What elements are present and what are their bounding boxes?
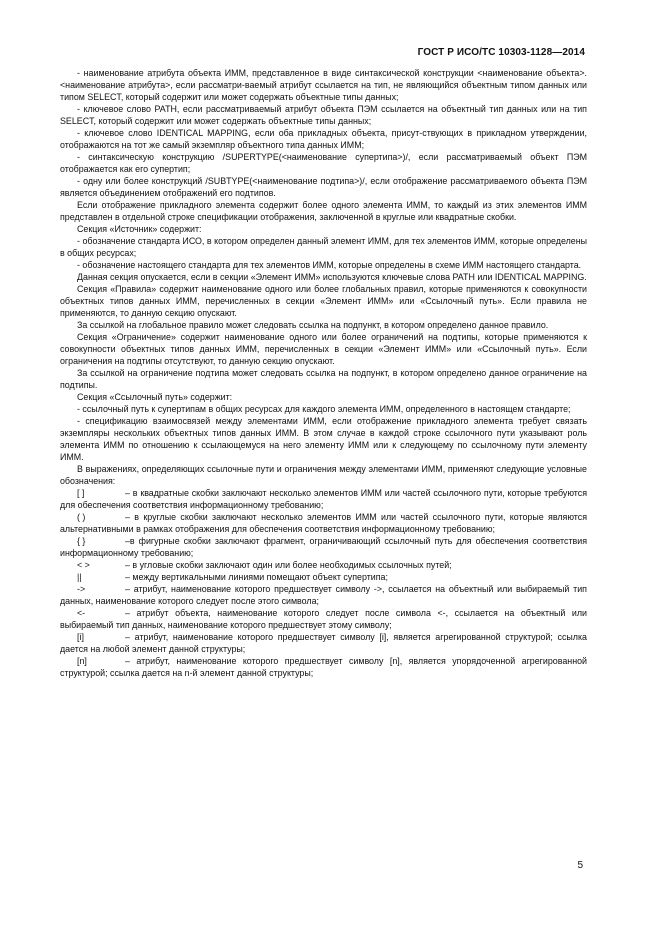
paragraph: - наименование атрибута объекта ИММ, представленное в виде синтаксической конструкции <наименование объекта>.<наименование атрибута>, если рассматри-ваемый атрибут ссылается на тип, не являющийся объектным типом данных или типом SELECT, который содержит или может содержать объектные типы данных; (60, 68, 587, 102)
symbol-description: – между вертикальными линиями помещают объект супертипа; (125, 572, 388, 582)
symbol-notation: <- (77, 608, 86, 618)
symbol-description: – в круглые скобки заключают несколько элементов ИММ или частей ссылочного пути, которые являются альтернативными в рамках отображения для обеспечения соответствия информационному требованию; (60, 512, 587, 534)
symbol-notation: [n] (77, 656, 87, 666)
paragraph: - ссылочный путь к супертипам в общих ресурсах для каждого элемента ИММ, определенного в настоящем стандарте; (77, 404, 571, 414)
symbol-definition (60, 631, 587, 655)
paragraph: - ключевое слово PATH, если рассматриваемый атрибут объекта ПЭМ ссылается на объектный тип данных или на тип SELECT, который содержит или может содержать объектные типы данных; (60, 104, 587, 126)
symbol-description: – атрибут, наименование которого предшествует символу [n], является упорядоченной агрегированной структурой; ссылка дается на n-й элемент данной структуры; (60, 656, 587, 678)
paragraph: Секция «Правила» содержит наименование одного или более глобальных правил, которые применяются к совокупности объектных типов данных ИММ, перечисленных в секции «Элемент ИММ» или «Ссылочный путь». Если правила не применяются, то данную секцию опускают. (60, 284, 587, 318)
paragraph: - ключевое слово IDENTICAL MAPPING, если оба прикладных объекта, присут-ствующих в прикладном утверждении, отображаются на тот же самый экземпляр объектного типа данных ИММ; (60, 128, 587, 150)
symbol-definition (60, 583, 587, 607)
symbol-definition (60, 487, 587, 511)
symbol-definition (60, 511, 587, 535)
paragraph: Секция «Источник» содержит: (77, 224, 202, 234)
paragraph: Данная секция опускается, если в секции «Элемент ИММ» используются ключевые слова PATH или IDENTICAL MAPPING. (77, 272, 587, 282)
paragraph: - одну или более конструкций /SUBTYPE(<наименование подтипа>)/, если отображение рассматриваемого объекта ПЭМ является объединением отображений его подтипов. (60, 176, 587, 198)
symbol-notation: < > (77, 560, 90, 570)
document-body (60, 67, 587, 679)
symbol-notation: { } (77, 536, 86, 546)
symbol-description: –в фигурные скобки заключают фрагмент, ограничивающий ссылочный путь для обеспечения соответствия информационному требованию; (60, 536, 587, 558)
symbol-notation: ( ) (77, 512, 86, 522)
page-number: 5 (577, 860, 583, 871)
symbol-notation: || (77, 572, 82, 582)
paragraph: Секция «Ссылочный путь» содержит: (77, 392, 233, 402)
symbol-definition (60, 559, 587, 571)
symbol-description: – атрибут объекта, наименование которого следует после символа <-, ссылается на объектный или выбираемый тип данных, наименование которого предшествует этому символу; (60, 608, 587, 630)
symbol-notation: -> (77, 584, 86, 594)
paragraph: Секция «Ограничение» содержит наименование одного или более ограничений на подтипы, которые применяются к совокупности объектных типов данных ИММ, перечисленных в секции «Элемент ИММ» или «Ссылочный путь». Если ограничения на подтипы отсутствуют, то данную секцию опускают. (60, 332, 587, 366)
paragraph: - синтаксическую конструкцию /SUPERTYPE(<наименование супертипа>)/, если рассматриваемый объект ПЭМ отображается как его супертип; (60, 152, 587, 174)
symbol-description: – в угловые скобки заключают один или более необходимых ссылочных путей; (125, 560, 452, 570)
paragraph: - спецификацию взаимосвязей между элементами ИММ, если отображение прикладного элемента требует связать экземпляры нескольких объектных типов данных ИММ. В этом случае в каждой строке ссылочного пути указывают роль элемента ИММ по отношению к ссылающемуся на него элементу ИММ или к следующему по ссылочному пути элементу ИММ. (60, 416, 587, 462)
symbol-description: – атрибут, наименование которого предшествует символу ->, ссылается на объектный или выбираемый тип данных, наименование которого следует после этого символа; (60, 584, 587, 606)
symbol-description: – в квадратные скобки заключают несколько элементов ИММ или частей ссылочного пути, которые требуются для обеспечения соответствия информационному требованию; (60, 488, 587, 510)
standard-header: ГОСТ Р ИСО/ТС 10303-1128—2014 (417, 47, 585, 58)
paragraph: За ссылкой на глобальное правило может следовать ссылка на подпункт, в котором определено данное правило. (77, 320, 549, 330)
paragraph: - обозначение стандарта ИСО, в котором определен данный элемент ИММ, для тех элементов ИММ, которые определены в общих ресурсах; (60, 236, 587, 258)
paragraph: Если отображение прикладного элемента содержит более одного элемента ИММ, то каждый из этих элементов ИММ представлен в отдельной строке спецификации отображения, заключенной в круглые или квадратные скобки. (60, 200, 587, 222)
symbol-notation: [ ] (77, 488, 85, 498)
symbol-definition (60, 535, 587, 559)
paragraph: За ссылкой на ограничение подтипа может следовать ссылка на подпункт, в котором определено данное ограничение на подтипы. (60, 368, 587, 390)
symbol-notation: [i] (77, 632, 84, 642)
symbol-description: – атрибут, наименование которого предшествует символу [i], является агрегированной структурой; ссылка дается на любой элемент данной структуры; (60, 632, 587, 654)
symbol-definition (60, 571, 587, 583)
symbol-definition (60, 655, 587, 679)
paragraph: В выражениях, определяющих ссылочные пути и ограничения между элементами ИММ, применяют следующие условные обозначения: (60, 464, 587, 486)
paragraph: - обозначение настоящего стандарта для тех элементов ИММ, которые определены в схеме ИММ настоящего стандарта. (77, 260, 582, 270)
symbol-definition (60, 607, 587, 631)
